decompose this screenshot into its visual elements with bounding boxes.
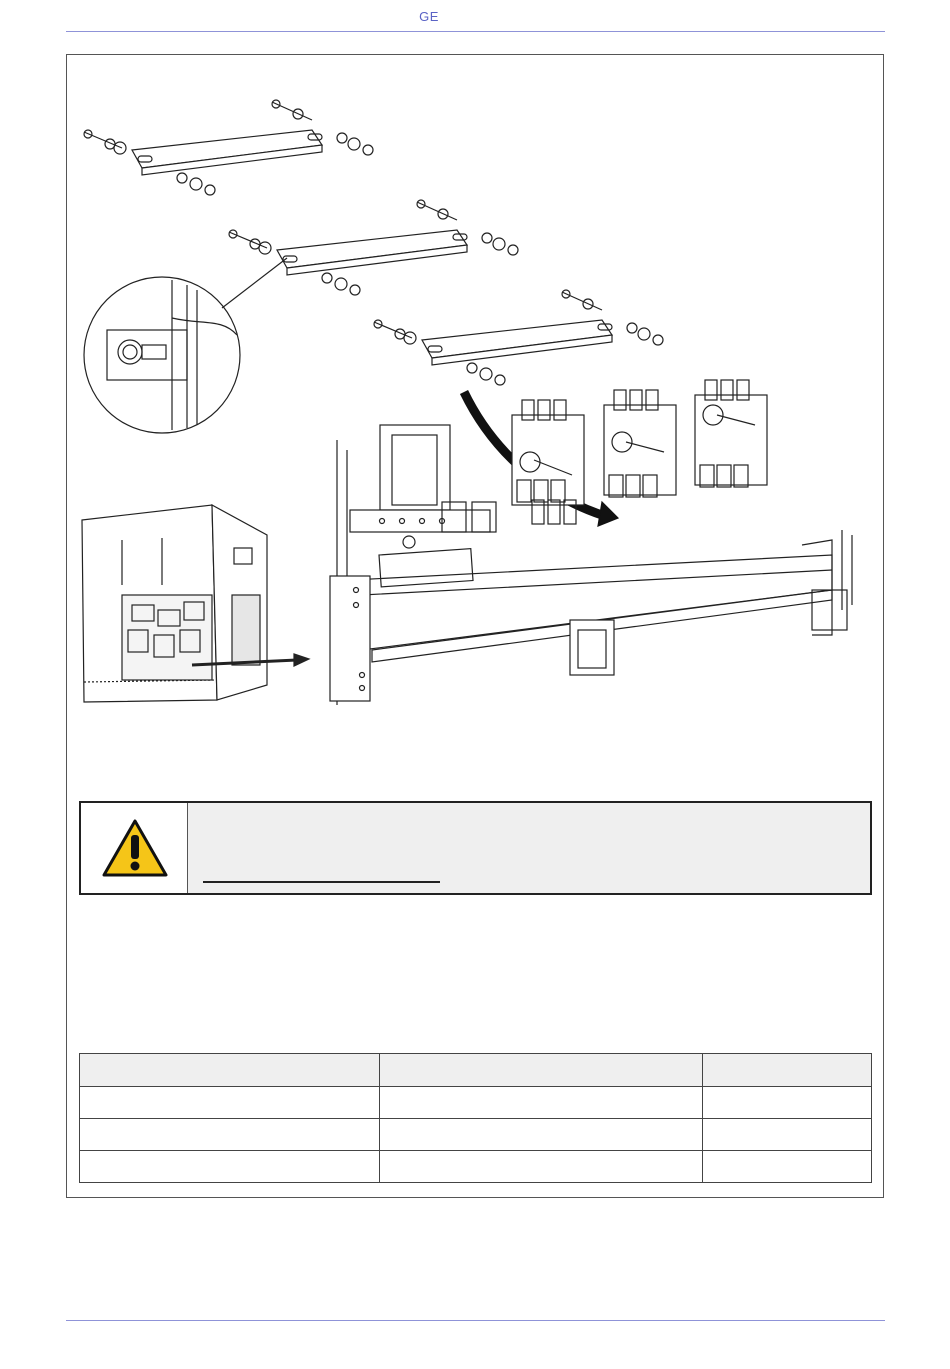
info-table [79, 1053, 872, 1183]
busbar-1 [84, 100, 373, 195]
switch-3 [695, 380, 767, 487]
column-header [379, 1054, 703, 1087]
header-divider [66, 31, 885, 32]
table-header-row [80, 1054, 872, 1087]
table-cell [80, 1119, 380, 1151]
busbar-2 [229, 200, 518, 295]
mounting-assembly [330, 425, 852, 705]
switch-1 [512, 400, 584, 524]
installation-diagram [72, 90, 862, 720]
column-header [703, 1054, 872, 1087]
caution-link-underline[interactable] [203, 881, 440, 883]
table-row [80, 1151, 872, 1183]
table-cell [80, 1087, 380, 1119]
cabinet-overview [82, 505, 309, 702]
table-row [80, 1087, 872, 1119]
busbar-3 [374, 290, 663, 385]
warning-triangle-icon [101, 817, 169, 879]
table-cell [379, 1119, 703, 1151]
table-row [80, 1119, 872, 1151]
table-cell [703, 1119, 872, 1151]
detail-magnifier [84, 258, 287, 433]
table-cell [80, 1151, 380, 1183]
table-cell [703, 1087, 872, 1119]
table-cell [703, 1151, 872, 1183]
caution-box [79, 801, 872, 895]
footer-divider [66, 1320, 885, 1321]
table-cell [379, 1087, 703, 1119]
caution-icon-cell [81, 803, 188, 893]
brand-logo: GE [419, 9, 439, 24]
switch-2 [604, 390, 676, 497]
table-cell [379, 1151, 703, 1183]
column-header [80, 1054, 380, 1087]
